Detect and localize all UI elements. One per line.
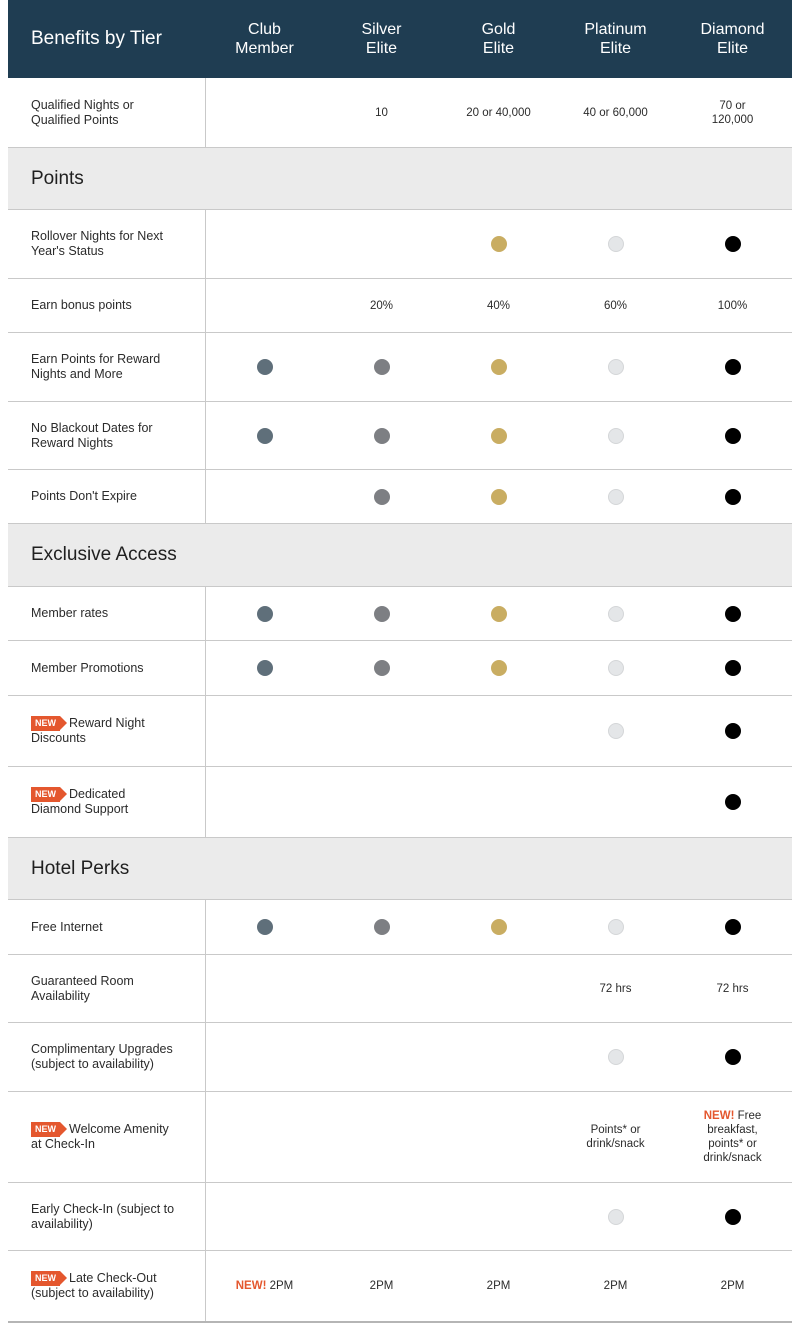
table-row-expire: [8, 470, 792, 524]
new-badge: NEW: [31, 787, 60, 802]
gold-check-icon: [491, 359, 507, 375]
row-label: Member rates: [31, 606, 109, 620]
row-label: Points Don't Expire: [31, 489, 137, 503]
row-label: Welcome Amenity: [69, 1122, 169, 1136]
platinum-check-icon: [608, 1049, 624, 1065]
cell-gold: 2PM: [486, 1280, 511, 1292]
table-row-earn-reward: Earn Points for Reward Nights and More: [8, 333, 792, 402]
row-label: Free Internet: [31, 919, 103, 934]
cell-diamond: 70 or 120,000: [711, 99, 754, 126]
tier-header-club: Club Member: [235, 21, 294, 57]
cell-diamond: 2PM: [720, 1280, 745, 1292]
silver-check-icon: [374, 428, 390, 444]
row-label: Earn Points for Reward: [31, 352, 161, 366]
gold-check-icon: [491, 428, 507, 444]
table-row-blackout: No Blackout Dates for Reward Nights: [8, 402, 792, 470]
gold-check-icon: [491, 919, 507, 935]
row-label: Guaranteed Room: [31, 973, 134, 988]
club-check-icon: [257, 660, 273, 676]
table-row-guaranteed-room: Guaranteed Room Availability 72 hrs 72 hrs: [8, 955, 792, 1023]
section-heading-exclusive-access: Exclusive Access: [8, 524, 792, 587]
row-label: Late Check-Out: [69, 1271, 157, 1285]
new-inline-label: NEW!: [703, 1110, 735, 1122]
diamond-check-icon: [725, 359, 741, 375]
silver-check-icon: [374, 606, 390, 622]
diamond-check-icon: [725, 1209, 741, 1225]
tier-header-gold: Gold Elite: [481, 21, 516, 57]
silver-check-icon: [374, 489, 390, 505]
tier-header-silver: Silver Elite: [361, 21, 402, 57]
table-row-member-rates: [8, 587, 792, 641]
table-header: [8, 0, 792, 78]
new-badge: NEW: [31, 1122, 60, 1137]
cell-club: NEW! 2PM: [235, 1280, 294, 1292]
silver-check-icon: [374, 359, 390, 375]
gold-check-icon: [491, 489, 507, 505]
page-title: Benefits by Tier: [31, 28, 162, 49]
table-row-reward-night-discounts: NEW Reward Night Discounts: [8, 696, 792, 767]
silver-check-icon: [374, 919, 390, 935]
new-badge: NEW: [31, 716, 60, 731]
cell-silver: 10: [375, 106, 388, 119]
row-label: Member Promotions: [31, 660, 144, 675]
platinum-check-icon: [608, 723, 624, 739]
table-row-rollover: Rollover Nights for Next Year's Status: [8, 210, 792, 279]
row-label: Earn bonus points: [31, 298, 132, 312]
cell-diamond: NEW! Free breakfast, points* or drink/snack: [703, 1110, 762, 1164]
row-label: No Blackout Dates for: [31, 420, 153, 435]
tier-header-diamond: Diamond Elite: [700, 21, 765, 57]
row-label: Rollover Nights for Next: [31, 229, 163, 243]
table-row-bonus: [8, 279, 792, 333]
cell-gold: 20 or 40,000: [466, 106, 531, 119]
club-check-icon: [257, 359, 273, 375]
cell-gold: 40%: [486, 299, 511, 312]
diamond-check-icon: [725, 723, 741, 739]
cell-platinum: 60%: [603, 299, 628, 312]
table-row-welcome-amenity: NEW Welcome Amenity at Check-In Points* or drink/snack NEW! Free breakfast, points* or drink/snack: [8, 1092, 792, 1183]
platinum-check-icon: [608, 489, 624, 505]
platinum-check-icon: [608, 606, 624, 622]
cell-diamond: 72 hrs: [716, 982, 749, 995]
diamond-check-icon: [725, 794, 741, 810]
cell-platinum: Points* or drink/snack: [586, 1124, 645, 1150]
section-heading-hotel-perks: Hotel Perks: [8, 838, 792, 900]
cell-silver: 2PM: [369, 1280, 394, 1292]
diamond-check-icon: [725, 660, 741, 676]
cell-platinum: 2PM: [603, 1280, 628, 1292]
row-label: Reward Night: [69, 716, 145, 730]
table-row-upgrades: Complimentary Upgrades (subject to availability): [8, 1023, 792, 1092]
gold-check-icon: [491, 660, 507, 676]
cell-diamond: 100%: [717, 299, 748, 312]
platinum-check-icon: [608, 359, 624, 375]
club-check-icon: [257, 606, 273, 622]
table-row-early-checkin: Early Check-In (subject to availability): [8, 1183, 792, 1251]
silver-check-icon: [374, 660, 390, 676]
platinum-check-icon: [608, 919, 624, 935]
table-row-free-internet: [8, 900, 792, 955]
cell-platinum: 72 hrs: [599, 982, 632, 995]
platinum-check-icon: [608, 660, 624, 676]
row-label: Dedicated: [69, 787, 126, 801]
table-row-qualifying: Qualified Nights or Qualified Points 10 20 or 40,000 40 or 60,000 70 or 120,000: [8, 78, 792, 148]
platinum-check-icon: [608, 1209, 624, 1225]
platinum-check-icon: [608, 428, 624, 444]
gold-check-icon: [491, 606, 507, 622]
section-heading-points: Points: [8, 148, 792, 210]
cell-silver: 20%: [369, 299, 394, 312]
table-row-member-promotions: [8, 641, 792, 696]
row-label: Complimentary Upgrades: [31, 1042, 173, 1056]
club-check-icon: [257, 919, 273, 935]
gold-check-icon: [491, 236, 507, 252]
table-row-diamond-support: NEW Dedicated Diamond Support: [8, 767, 792, 838]
diamond-check-icon: [725, 489, 741, 505]
diamond-check-icon: [725, 919, 741, 935]
diamond-check-icon: [725, 1049, 741, 1065]
new-badge: NEW: [31, 1271, 60, 1286]
diamond-check-icon: [725, 236, 741, 252]
tier-header-platinum: Platinum Elite: [584, 21, 647, 57]
cell-platinum: 40 or 60,000: [583, 106, 648, 119]
row-label: Qualified Nights or: [31, 97, 134, 112]
table-row-late-checkout: NEW Late Check-Out (subject to availability) NEW! 2PM 2PM 2PM 2PM 2PM: [8, 1251, 792, 1323]
platinum-check-icon: [608, 236, 624, 252]
diamond-check-icon: [725, 606, 741, 622]
club-check-icon: [257, 428, 273, 444]
diamond-check-icon: [725, 428, 741, 444]
new-inline-label: NEW!: [235, 1280, 267, 1292]
row-label: Early Check-In (subject to: [31, 1201, 175, 1216]
